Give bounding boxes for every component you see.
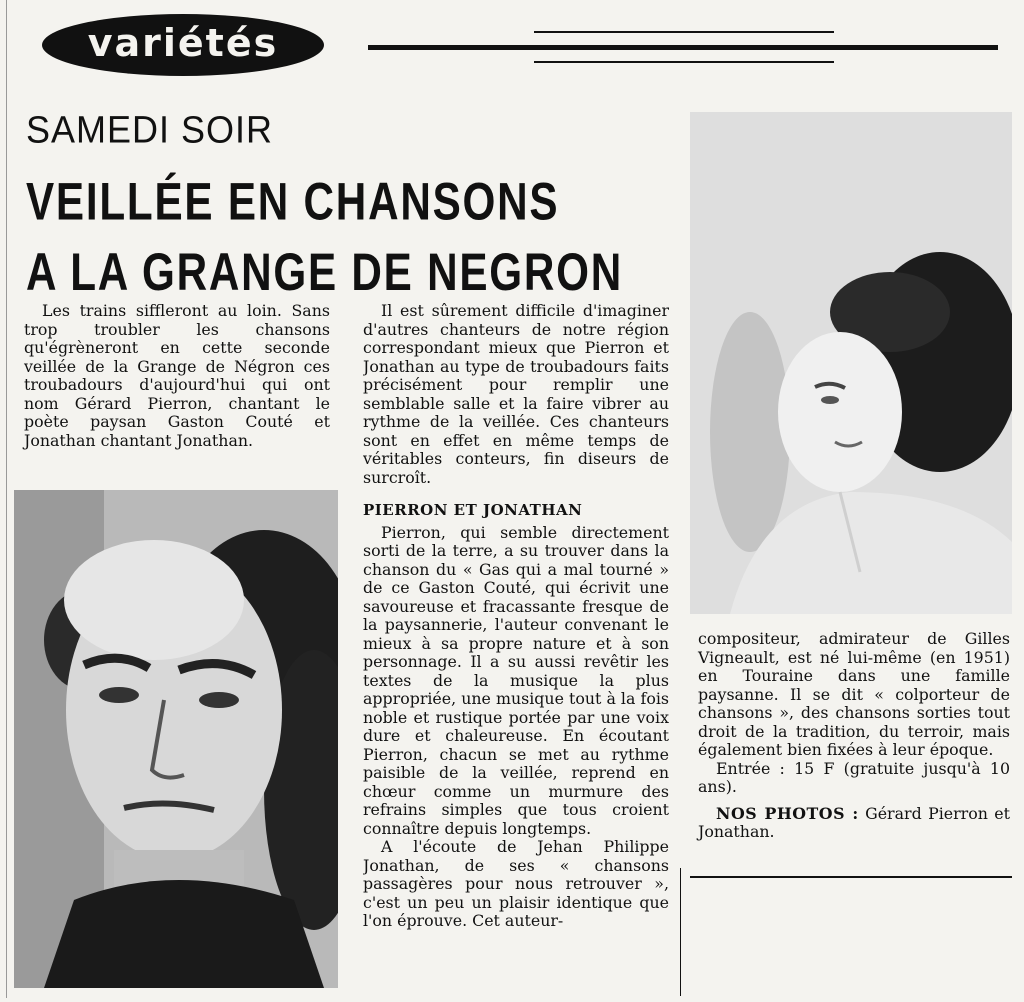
section-badge (42, 14, 324, 76)
headline-line-1: VEILLÉE EN CHANSONS (26, 173, 560, 232)
photo-jonathan (690, 112, 1012, 614)
photo-caption-label: NOS PHOTOS : (716, 803, 859, 823)
header-rule-thin-bottom (534, 61, 834, 63)
article-column-2 (363, 302, 669, 1002)
photo-caption (698, 805, 1010, 842)
column-1-paragraph-1: Les trains siffleront au loin. Sans trop troubler les chansons qu'égrèneront en cette seconde veillée de la Grange de Négron ces troubadours d'aujourd'hui qui ont nom Gérard Pierron, chantant le poète paysan Gaston Couté et Jonathan chantant Jonathan. (24, 301, 330, 450)
headline (26, 168, 623, 309)
column-3-admission: Entrée : 15 F (gratuite jusqu'à 10 ans). (698, 758, 1010, 796)
header-rule-thin-top (534, 31, 834, 33)
header-rule-thick (368, 45, 998, 50)
column-rule-right (680, 868, 681, 996)
column-3-paragraph-1: compositeur, admirateur de Gilles Vigneault, est né lui-même (en 1951) en Touraine dans une famille paysanne. Il se dit « colporteur de chansons », des chansons sorties tout droit de la tradition, du terroir, mais également bien fixées à leur époque. (698, 629, 1010, 759)
page-left-edge-rule (6, 0, 7, 998)
section-badge-label: variétés (87, 21, 279, 65)
photo-caption-text: Gérard Pierron et Jonathan. (698, 803, 1010, 841)
headline-line-2: A LA GRANGE DE NEGRON (26, 243, 624, 303)
column-2-paragraph-1: Il est sûrement difficile d'imaginer d'autres chanteurs de notre région correspondant mieux que Pierron et Jonathan au type de troubadours faits précisément pour remplir une semblable salle et la faire vibrer au rythme de la veillée. Ces chanteurs sont en effet en même temps de véritables conteurs, fin diseurs de surcroît. (363, 302, 669, 487)
photo-gerard-pierron (14, 490, 338, 988)
article-column-1 (24, 302, 330, 450)
subheading-pierron-jonathan: PIERRON ET JONATHAN (363, 501, 583, 519)
column-2-paragraph-3: A l'écoute de Jehan Philippe Jonathan, de ses « chansons passagères pour nous retrouver », c'est un peu un plaisir identique que l'on éprouve. Cet auteur- (363, 837, 669, 930)
article-column-3 (698, 630, 1010, 842)
column-2-paragraph-2: Pierron, qui semble directement sorti de la terre, a su trouver dans la chanson du « Gas qui a mal tourné » de ce Gaston Couté, qui écrivit une savoureuse et fracassante fresque de la paysannerie, l'auteur convenant le mieux à sa propre nature et à son personnage. Il a su aussi revêtir les textes de la musique la plus appropriée, une musique tout à la fois noble et rustique portée par une voix dure et chaleureuse. En écoutant Pierron, chacun se met au rythme paisible de la veillée, reprend en chœur comme un murmure des refrains simples que tous croient connaître depuis longtemps. (363, 522, 669, 838)
kicker: SAMEDI SOIR (26, 108, 274, 152)
portrait-jonathan-illustration (690, 112, 1012, 614)
column-bottom-rule (690, 876, 1012, 878)
portrait-man-illustration (14, 490, 338, 988)
